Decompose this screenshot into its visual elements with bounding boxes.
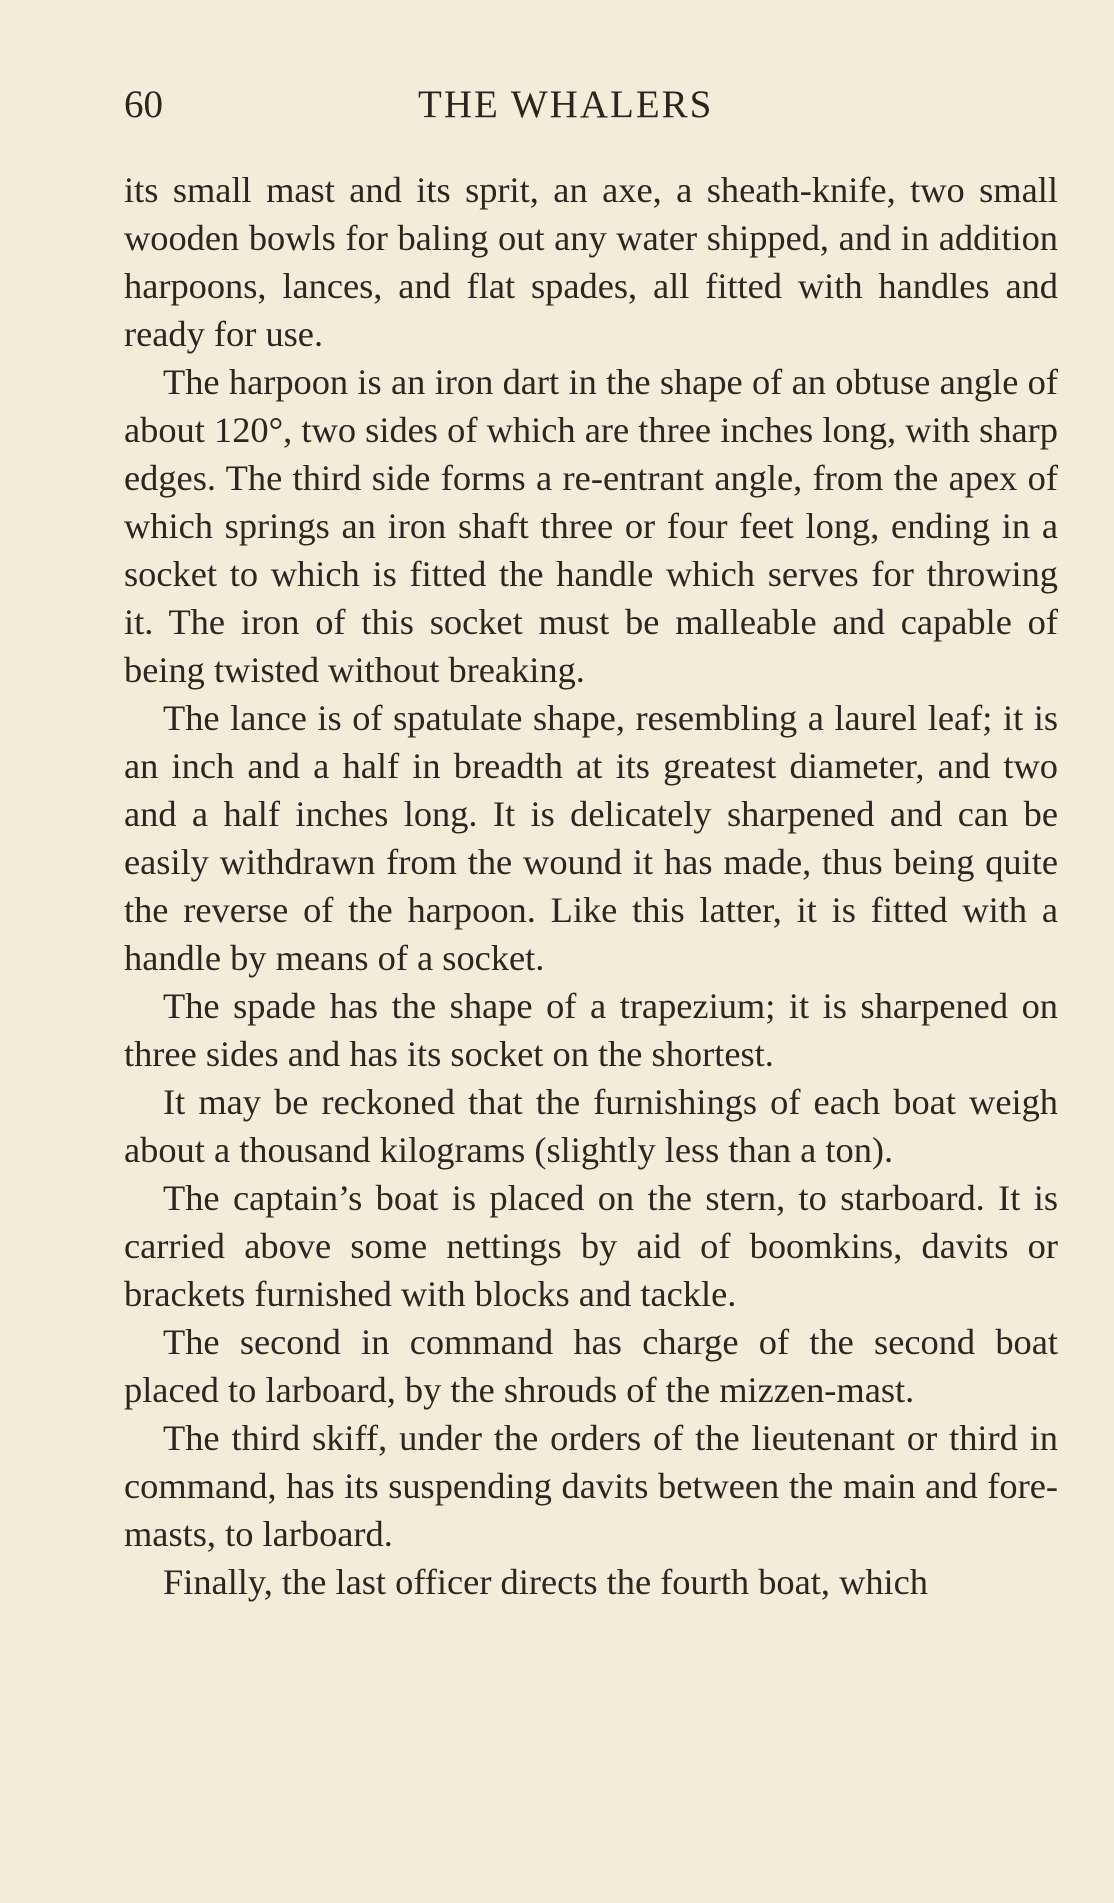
page-header: [124, 82, 1058, 138]
paragraph-second-boat: The second in command has charge of the second boat placed to larboard, by the shrouds of the mizzen-mast.: [124, 1322, 1058, 1410]
paragraph-captains-boat: The captain’s boat is placed on the stern, to starboard. It is carried above some nettings by aid of boomkins, davits or brackets furnished with blocks and tackle.: [124, 1178, 1058, 1314]
page-number: 60: [124, 83, 163, 126]
running-title: THE WHALERS: [418, 83, 714, 126]
paragraph-continued: its small mast and its sprit, an axe, a sheath-knife, two small wooden bowls for baling out any water shipped, and in addition harpoons, lances, and flat spades, all fitted with handles and ready for use.: [124, 170, 1058, 354]
paragraph-spade: The spade has the shape of a trapezium; it is sharpened on three sides and has its socket on the shortest.: [124, 986, 1058, 1074]
paragraph-harpoon: The harpoon is an iron dart in the shape of an obtuse angle of about 120°, two sides of which are three inches long, with sharp edges. The third side forms a re-entrant angle, from the apex of which springs an iron shaft three or four feet long, ending in a socket to which is fitted the handle which serves for throwing it. The iron of this socket must be malleable and capable of being twisted without breaking.: [124, 362, 1058, 690]
paragraph-fourth-boat: Finally, the last officer directs the fourth boat, which: [163, 1562, 929, 1602]
paragraph-lance: The lance is of spatulate shape, resembling a laurel leaf; it is an inch and a half in breadth at its greatest diameter, and two and a half inches long. It is delicately sharpened and can be easily withdrawn from the wound it has made, thus being quite the reverse of the harpoon. Like this latter, it is fitted with a handle by means of a socket.: [124, 698, 1058, 978]
paragraph-third-skiff: The third skiff, under the orders of the lieutenant or third in command, has its suspending davits between the main and fore-masts, to larboard.: [124, 1418, 1058, 1554]
paragraph-furnishings-weight: It may be reckoned that the furnishings of each boat weigh about a thousand kilograms (slightly less than a ton).: [124, 1082, 1058, 1170]
body-text: [124, 166, 1058, 1606]
